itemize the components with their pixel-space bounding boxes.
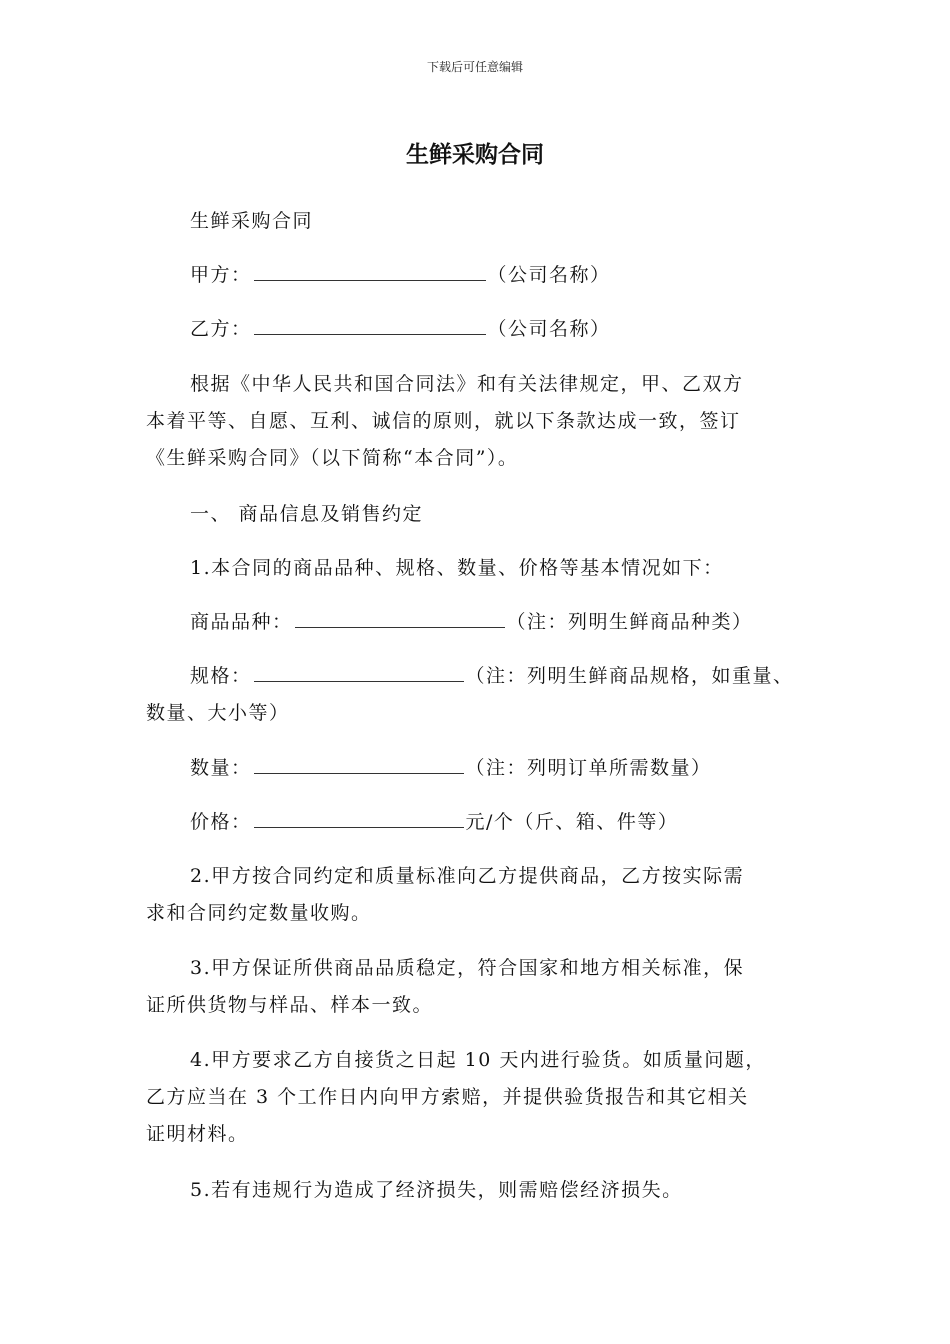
preamble-line: 《生鲜采购合同》（以下简称“本合同”）。	[146, 447, 519, 469]
party-b-blank[interactable]	[254, 312, 486, 335]
clause-2	[146, 858, 806, 932]
party-a-note: （公司名称）	[487, 264, 611, 286]
preamble	[146, 366, 806, 477]
preamble-line: 本着平等、自愿、互利、诚信的原则，就以下条款达成一致，签订	[146, 410, 741, 432]
header-note: 下载后可任意编辑	[426, 60, 523, 74]
document-title: 生鲜采购合同	[406, 142, 544, 168]
clause-line: 2.甲方按合同约定和质量标准向乙方提供商品，乙方按实际需	[190, 865, 745, 887]
clause-4	[146, 1042, 806, 1153]
price-label: 价格：	[190, 811, 252, 833]
preamble-line: 根据《中华人民共和国合同法》和有关法律规定，甲、乙双方	[190, 373, 744, 395]
spec-block	[146, 658, 806, 732]
clause-line: 求和合同约定数量收购。	[146, 902, 372, 924]
quantity-line	[146, 750, 850, 787]
party-a-line	[146, 257, 850, 294]
price-blank[interactable]	[254, 805, 464, 828]
party-a-label: 甲方：	[190, 264, 252, 286]
variety-line	[146, 604, 850, 641]
spec-label: 规格：	[190, 665, 252, 687]
spec-note: （注：列明生鲜商品规格，如重量、	[465, 665, 794, 687]
spec-note-cont: 数量、大小等）	[146, 702, 290, 724]
variety-blank[interactable]	[295, 605, 505, 628]
clause-line: 4.甲方要求乙方自接货之日起 10 天内进行验货。如质量问题，	[190, 1049, 766, 1071]
quantity-note: （注：列明订单所需数量）	[465, 757, 712, 779]
clause-1: 1.本合同的商品品种、规格、数量、价格等基本情况如下：	[190, 557, 724, 579]
section-heading: 一、 商品信息及销售约定	[190, 503, 424, 525]
party-b-line	[146, 311, 850, 348]
variety-label: 商品品种：	[190, 611, 293, 633]
party-a-blank[interactable]	[254, 258, 486, 281]
price-note: 元/个（斤、箱、件等）	[465, 811, 679, 833]
spec-line	[146, 658, 806, 695]
party-b-note: （公司名称）	[487, 318, 611, 340]
clause-line: 证明材料。	[146, 1123, 249, 1145]
clause-line: 乙方应当在 3 个工作日内向甲方索赔，并提供验货报告和其它相关	[146, 1086, 749, 1108]
quantity-label: 数量：	[190, 757, 252, 779]
clause-5: 5.若有违规行为造成了经济损失，则需赔偿经济损失。	[190, 1179, 683, 1201]
quantity-blank[interactable]	[254, 751, 464, 774]
clause-3	[146, 950, 806, 1024]
party-b-label: 乙方：	[190, 318, 252, 340]
clause-line: 证所供货物与样品、样本一致。	[146, 994, 434, 1016]
spec-blank[interactable]	[254, 659, 464, 682]
price-line	[146, 804, 850, 841]
subtitle: 生鲜采购合同	[190, 210, 314, 232]
clause-line: 3.甲方保证所供商品品质稳定，符合国家和地方相关标准，保	[190, 957, 745, 979]
variety-note: （注：列明生鲜商品种类）	[506, 611, 753, 633]
